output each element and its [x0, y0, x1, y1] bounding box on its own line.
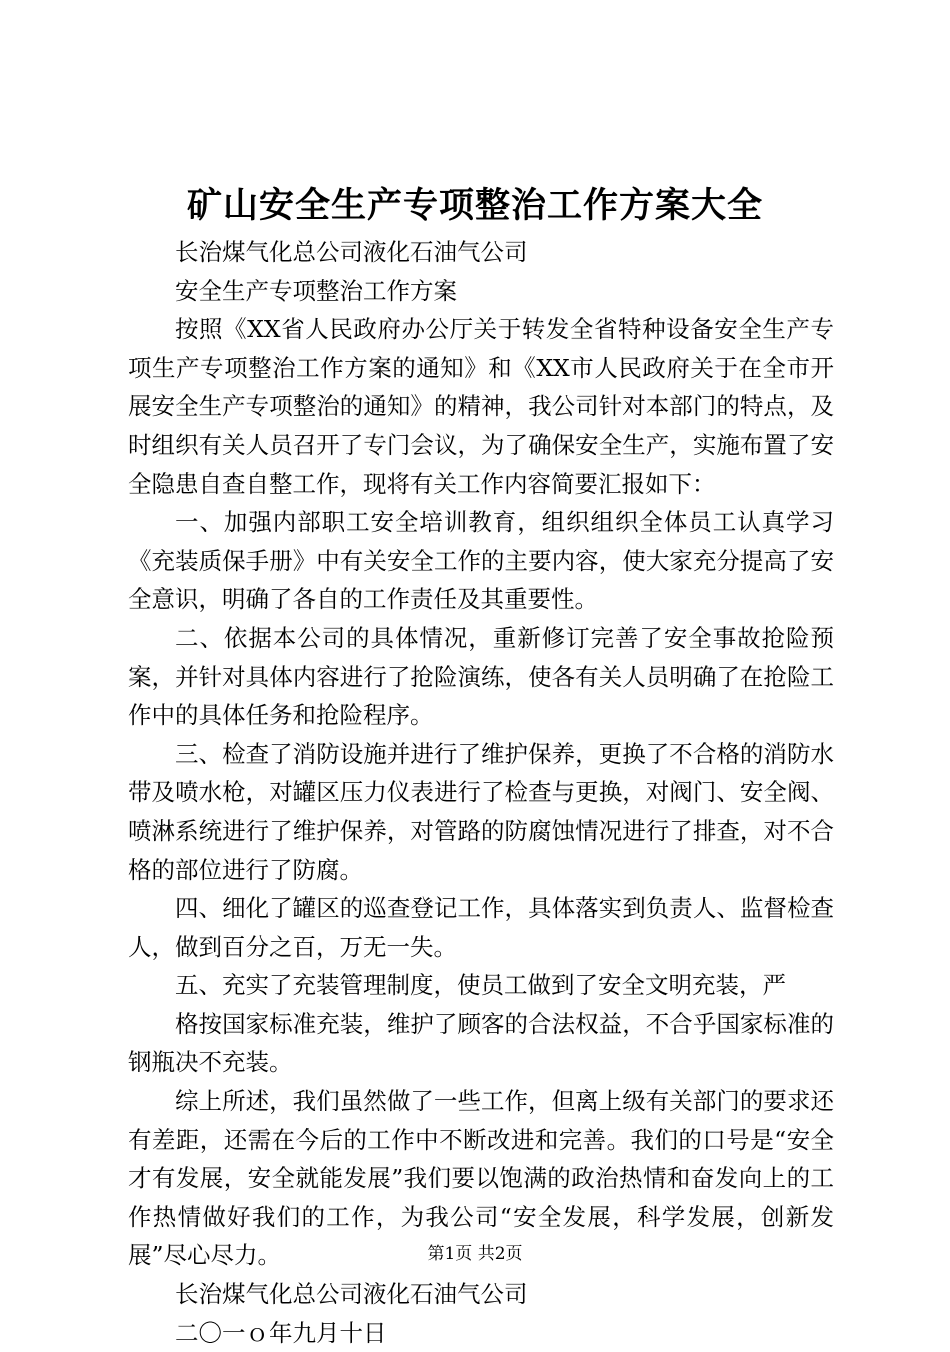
document-title: 矿山安全生产专项整治工作方案大全 — [186, 185, 763, 226]
document-body — [128, 233, 834, 1352]
page-number-footer: 第1页 共2页 — [427, 1244, 523, 1264]
paragraph-item-5: 五、充实了充装管理制度，使员工做到了安全文明充装，严 — [175, 971, 786, 1000]
paragraph-plan-subtitle: 安全生产专项整治工作方案 — [175, 276, 457, 305]
paragraph-item-5-continued: 格按国家标准充装，维护了顾客的合法权益，不合乎国家标准的钢瓶决不充装。 — [128, 1009, 834, 1077]
paragraph-item-1: 一、加强内部职工安全培训教育，组织组织全体员工认真学习《充装质保手册》中有关安全工作的主要内容，使大家充分提高了安全意识，明确了各自的工作责任及其重要性。 — [128, 508, 834, 614]
paragraph-item-2: 二、依据本公司的具体情况，重新修订完善了安全事故抢险预案，并针对具体内容进行了抢险演练，使各有关人员明确了在抢险工作中的具体任务和抢险程序。 — [128, 623, 834, 730]
paragraph-item-4: 四、细化了罐区的巡查登记工作，具体落实到负责人、监督检查人，做到百分之百，万无一失。 — [128, 894, 834, 961]
paragraph-summary: 综上所述，我们虽然做了一些工作，但离上级有关部门的要求还有差距，还需在今后的工作中不断改进和完善。我们的口号是“安全才有发展，安全就能发展”我们要以饱满的政治热情和奋发向上的工作热情做好我们的工作，为我公司“安全发展，科学发展，创新发展”尽心尽力。 — [128, 1087, 834, 1270]
paragraph-item-3: 三、检查了消防设施并进行了维护保养，更换了不合格的消防水带及喷水枪，对罐区压力仪表进行了检查与更换，对阀门、安全阀、喷淋系统进行了维护保养，对管路的防腐蚀情况进行了排查，对不合格的部位进行了防腐。 — [128, 739, 834, 884]
paragraph-intro: 按照《XX省人民政府办公厅关于转发全省特种设备安全生产专项生产专项整治工作方案的通知》和《XX市人民政府关于在全市开展安全生产专项整治的通知》的精神，我公司针对本部门的特点，及时组织有关人员召开了专门会议，为了确保安全生产，实施布置了安全隐患自查自整工作，现将有关工作内容简要汇报如下： — [128, 315, 834, 498]
paragraph-signature-company: 长治煤气化总公司液化石油气公司 — [175, 1280, 528, 1309]
paragraph-company-name: 长治煤气化总公司液化石油气公司 — [175, 238, 528, 266]
paragraph-signature-date: 二〇一ｏ年九月十日 — [175, 1318, 387, 1347]
